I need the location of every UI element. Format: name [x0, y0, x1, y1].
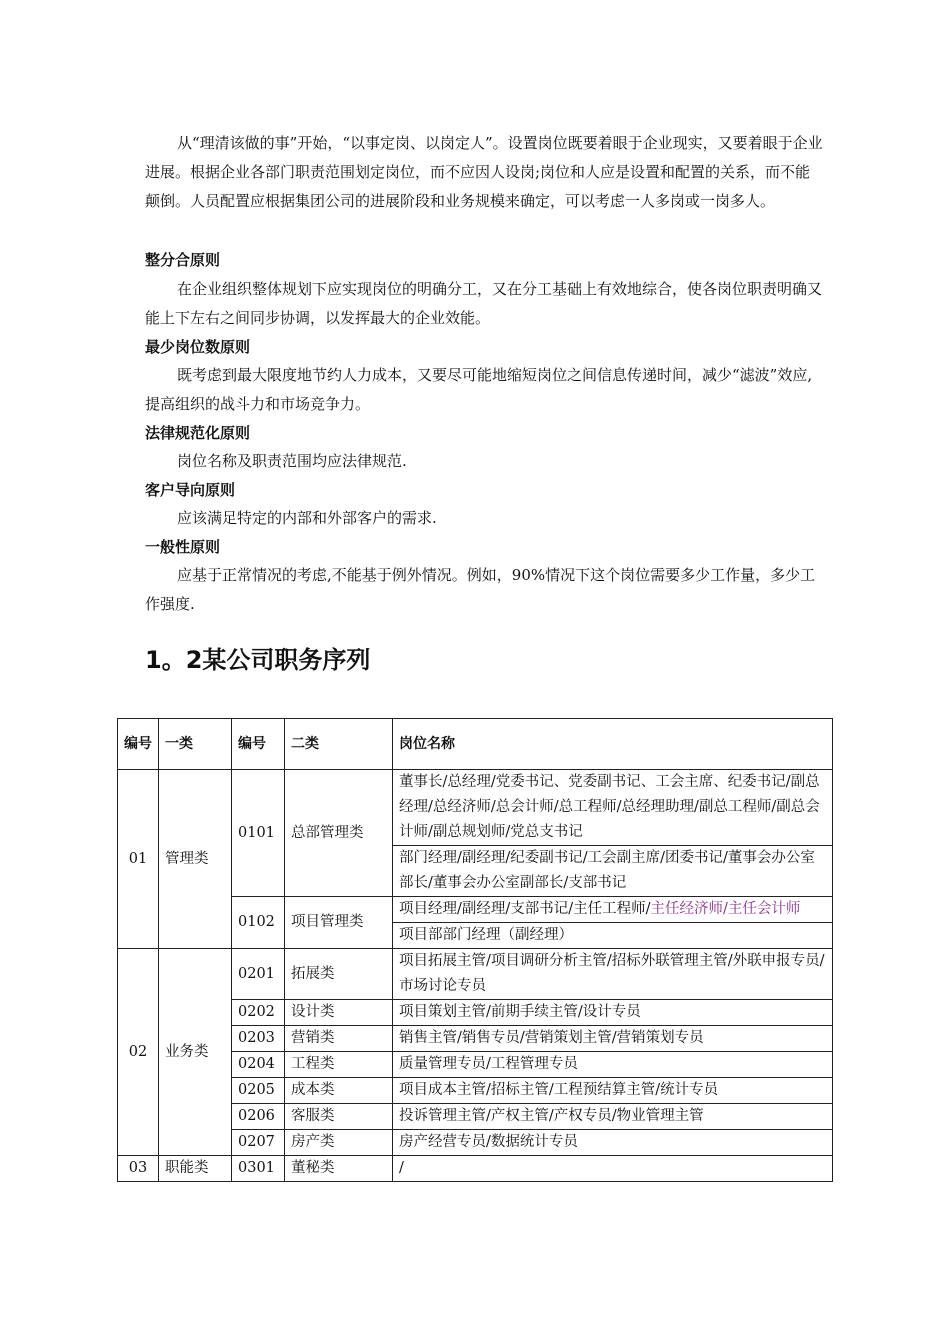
header-no: 编号	[118, 719, 159, 770]
group-no: 03	[118, 1156, 159, 1182]
positions-highlight: 主任经济师/主任会计师	[650, 901, 801, 917]
principle-text: 岗位名称及职责范围均应法律规范.	[177, 452, 407, 470]
row-code: 0202	[232, 1000, 285, 1026]
row-positions	[393, 897, 833, 923]
row-cat2: 项目管理类	[285, 897, 393, 949]
group-no: 02	[118, 949, 159, 1156]
section-title: 1。2某公司职务序列	[145, 646, 371, 674]
row-code: 0205	[232, 1078, 285, 1104]
row-cat2: 总部管理类	[285, 770, 393, 897]
principle-heading: 最少岗位数原则	[145, 338, 251, 356]
row-positions: 项目策划主管/前期手续主管/设计专员	[393, 1000, 833, 1026]
row-cat2: 成本类	[285, 1078, 393, 1104]
table-header-row	[118, 719, 833, 770]
row-positions: 项目拓展主管/项目调研分析主管/招标外联管理主管/外联申报专员/市场讨论专员	[393, 949, 833, 1000]
row-code: 0301	[232, 1156, 285, 1182]
row-cat2: 拓展类	[285, 949, 393, 1000]
row-positions: 质量管理专员/工程管理专员	[393, 1052, 833, 1078]
row-cat2: 营销类	[285, 1026, 393, 1052]
row-code: 0206	[232, 1104, 285, 1130]
job-sequence-table	[117, 718, 833, 1182]
row-cat2: 董秘类	[285, 1156, 393, 1182]
row-positions: 部门经理/副经理/纪委副书记/工会副主席/团委书记/董事会办公室部长/董事会办公室副部长/支部书记	[393, 846, 833, 897]
group-cat1: 业务类	[159, 949, 232, 1156]
header-position: 岗位名称	[393, 719, 833, 770]
principle-text: 在企业组织整体规划下应实现岗位的明确分工，又在分工基础上有效地综合，使各岗位职责明确又能上下左右之间同步协调，以发挥最大的企业效能。	[145, 280, 823, 327]
row-code: 0101	[232, 770, 285, 897]
row-cat2: 设计类	[285, 1000, 393, 1026]
header-cat1: 一类	[159, 719, 232, 770]
row-positions: 投诉管理主管/产权主管/产权专员/物业管理主管	[393, 1104, 833, 1130]
row-code: 0102	[232, 897, 285, 949]
table-row	[118, 1156, 833, 1182]
header-cat2: 二类	[285, 719, 393, 770]
principle-heading: 整分合原则	[145, 251, 221, 269]
group-cat1: 管理类	[159, 770, 232, 949]
principle-heading: 一般性原则	[145, 538, 221, 556]
positions-plain: 项目经理/副经理/支部书记/主任工程师/	[399, 901, 651, 917]
header-code: 编号	[232, 719, 285, 770]
row-code: 0203	[232, 1026, 285, 1052]
row-code: 0204	[232, 1052, 285, 1078]
group-cat1: 职能类	[159, 1156, 232, 1182]
group-no: 01	[118, 770, 159, 949]
table-row	[118, 949, 833, 1000]
row-positions: /	[393, 1156, 833, 1182]
row-positions: 销售主管/销售专员/营销策划主管/营销策划专员	[393, 1026, 833, 1052]
row-cat2: 工程类	[285, 1052, 393, 1078]
principle-text: 应基于正常情况的考虑,不能基于例外情况。例如，90%情况下这个岗位需要多少工作量，多少工作强度.	[145, 566, 816, 613]
principle-text: 既考虑到最大限度地节约人力成本，又要尽可能地缩短岗位之间信息传递时间，减少“滤波”效应,提高组织的战斗力和市场竞争力。	[145, 366, 813, 413]
principle-heading: 客户导向原则	[145, 481, 236, 499]
row-code: 0201	[232, 949, 285, 1000]
row-cat2: 房产类	[285, 1130, 393, 1156]
row-positions: 项目部部门经理（副经理）	[393, 923, 833, 949]
table-row	[118, 770, 833, 846]
row-cat2: 客服类	[285, 1104, 393, 1130]
row-positions: 房产经营专员/数据统计专员	[393, 1130, 833, 1156]
row-positions: 项目成本主管/招标主管/工程预结算主管/统计专员	[393, 1078, 833, 1104]
row-positions: 董事长/总经理/党委书记、党委副书记、工会主席、纪委书记/副总经理/总经济师/总会计师/总工程师/总经理助理/副总工程师/副总会计师/副总规划师/党总支书记	[393, 770, 833, 846]
principle-heading: 法律规范化原则	[145, 424, 251, 442]
principle-text: 应该满足特定的内部和外部客户的需求.	[177, 509, 437, 527]
row-code: 0207	[232, 1130, 285, 1156]
intro-paragraph: 从“理清该做的事”开始，“以事定岗、以岗定人”。设置岗位既要着眼于企业现实，又要着眼于企业进展。根据企业各部门职责范围划定岗位，而不应因人设岗;岗位和人应是设置和配置的关系，而不能颠倒。人员配置应根据集团公司的进展阶段和业务规模来确定，可以考虑一人多岗或一岗多人。	[145, 134, 823, 210]
